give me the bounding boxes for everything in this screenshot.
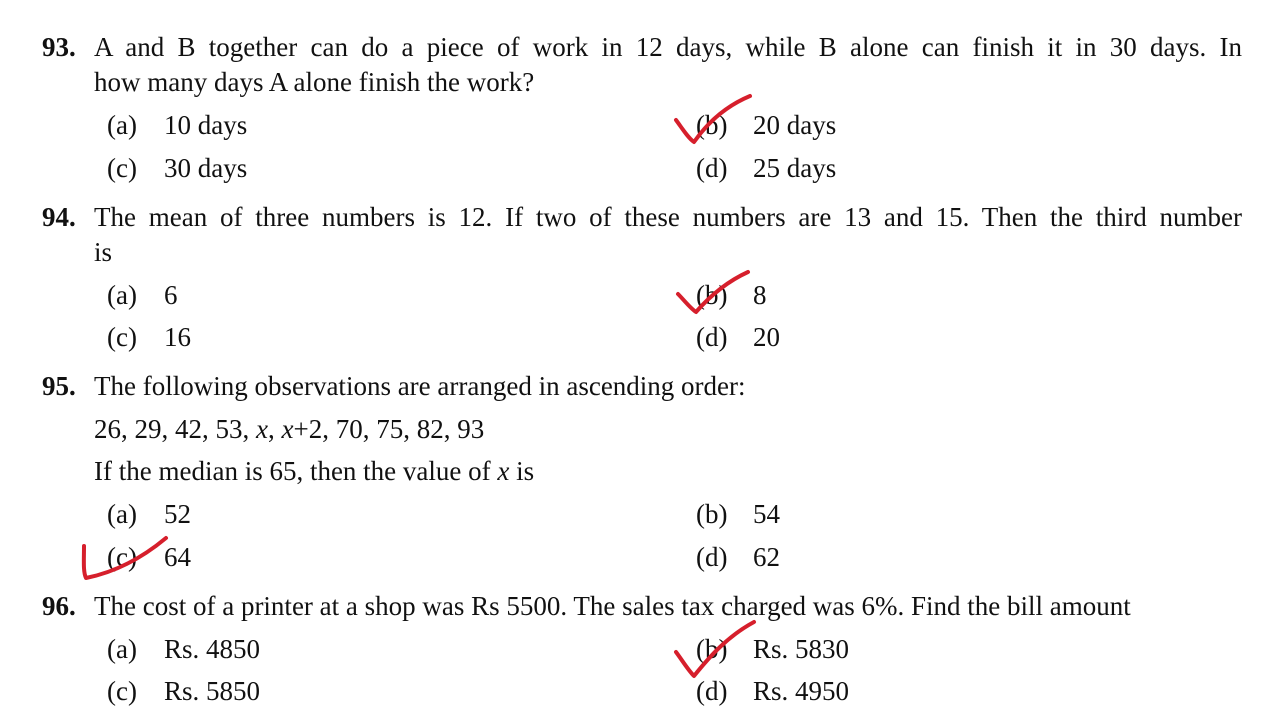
- option-label: (b): [696, 634, 728, 664]
- option-d[interactable]: [696, 320, 780, 354]
- option-text: 10 days: [164, 110, 248, 140]
- option-text: 20 days: [753, 110, 837, 140]
- checkmark-icon: [76, 532, 176, 584]
- question-number: 95.: [42, 371, 76, 401]
- option-label: (a): [107, 110, 137, 140]
- option-label: (c): [107, 153, 137, 183]
- checkmark-icon: [668, 92, 758, 152]
- option-c[interactable]: [107, 320, 191, 354]
- option-label: (d): [696, 542, 728, 572]
- option-label: (c): [107, 676, 137, 706]
- option-text: 52: [164, 499, 191, 529]
- median-text: If the median is 65, then the value of: [94, 456, 498, 486]
- option-text: 20: [753, 322, 780, 352]
- option-text: Rs. 5830: [753, 634, 850, 664]
- option-text: 54: [753, 499, 780, 529]
- option-text: 64: [164, 542, 191, 572]
- option-text: Rs. 5850: [164, 676, 261, 706]
- question-number: 96.: [42, 591, 76, 621]
- observations-line: [94, 412, 484, 446]
- observations-text: 26, 29, 42, 53,: [94, 414, 256, 444]
- option-text: Rs. 4850: [164, 634, 261, 664]
- question-text-line: The mean of three numbers is 12. If two of these numbers are 13 and 15. Then the third number: [94, 202, 1242, 232]
- question-text-line: The following observations are arranged in ascending order:: [94, 371, 746, 401]
- option-a[interactable]: [107, 632, 260, 666]
- option-label: (b): [696, 110, 728, 140]
- checkmark-icon: [672, 266, 757, 322]
- option-label: (d): [696, 676, 728, 706]
- option-c[interactable]: [107, 674, 260, 708]
- option-label: (c): [107, 322, 137, 352]
- checkmark-icon: [668, 618, 760, 682]
- question-text-line: The cost of a printer at a shop was Rs 5500. The sales tax charged was 6%. Find the bill amount: [94, 591, 1131, 621]
- option-text: 16: [164, 322, 191, 352]
- median-line: [94, 454, 534, 488]
- option-c[interactable]: [107, 151, 247, 185]
- option-label: (a): [107, 634, 137, 664]
- question-number: 94.: [42, 202, 76, 232]
- variable-x: x: [281, 414, 294, 444]
- option-label: (d): [696, 153, 728, 183]
- option-label: (d): [696, 322, 728, 352]
- observations-text: +2, 70, 75, 82, 93: [293, 414, 485, 444]
- option-label: (a): [107, 280, 137, 310]
- question-text-line: is: [94, 237, 113, 267]
- option-label: (b): [696, 499, 728, 529]
- option-text: 30 days: [164, 153, 248, 183]
- option-label: (a): [107, 499, 137, 529]
- option-d[interactable]: [696, 151, 836, 185]
- option-label: (c): [107, 542, 137, 572]
- option-text: 6: [164, 280, 178, 310]
- option-a[interactable]: [107, 108, 247, 142]
- question-text-line: A and B together can do a piece of work in 12 days, while B alone can finish it in 30 days. In: [94, 32, 1242, 62]
- option-d[interactable]: [696, 540, 780, 574]
- question-number: 93.: [42, 32, 76, 62]
- option-text: 25 days: [753, 153, 837, 183]
- question-text-line: how many days A alone finish the work?: [94, 67, 535, 97]
- median-text: is: [509, 456, 535, 486]
- option-b[interactable]: [696, 497, 780, 531]
- observations-text: ,: [267, 414, 282, 444]
- option-text: 8: [753, 280, 767, 310]
- option-a[interactable]: [107, 278, 178, 312]
- option-text: Rs. 4950: [753, 676, 850, 706]
- option-a[interactable]: [107, 497, 191, 531]
- variable-x: x: [256, 414, 268, 444]
- option-label: (b): [696, 280, 728, 310]
- option-text: 62: [753, 542, 780, 572]
- variable-x: x: [497, 456, 510, 486]
